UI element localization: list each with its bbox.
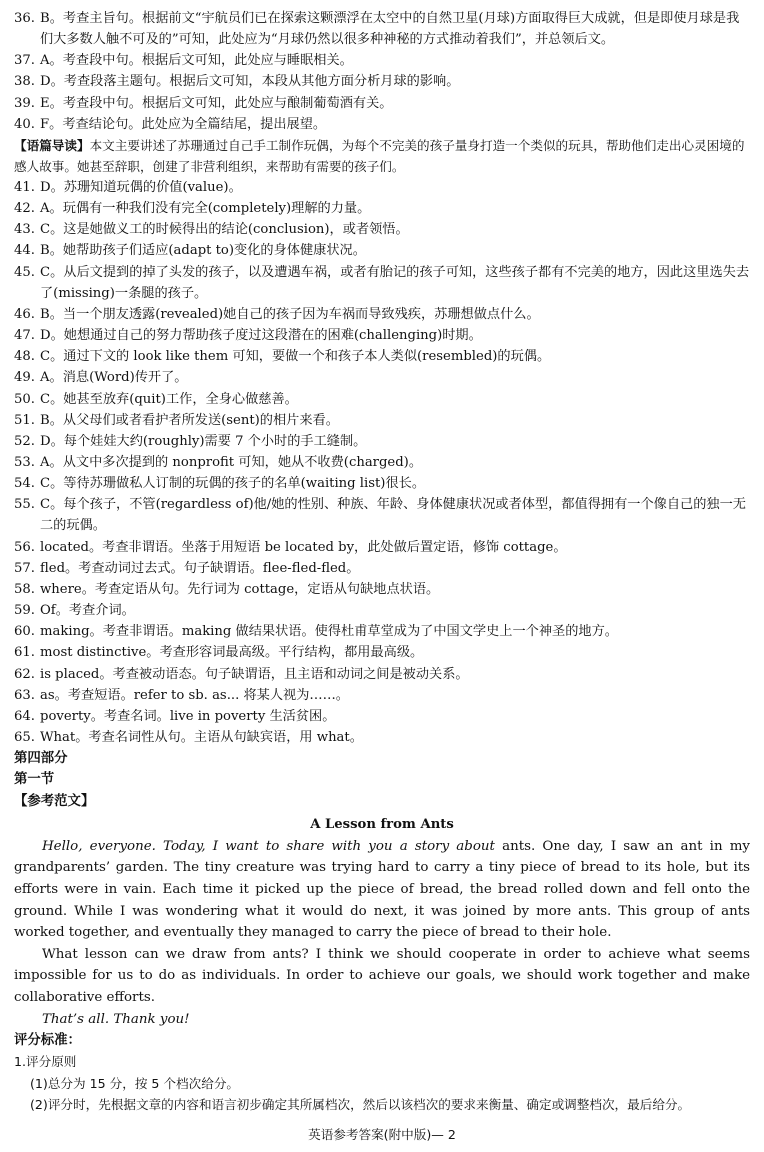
essay-title: A Lesson from Ants <box>310 816 454 832</box>
answer-item: 60. making。考查非谓语。making 做结果状语。使得杜甫草堂成为了中国文学史上一个神圣的地方。 <box>14 624 618 640</box>
answer-item: 51. B。从父母们或者看护者所发送(sent)的相片来看。 <box>14 412 339 428</box>
answer-item: 40. F。考查结论句。此处应为全篇结尾，提出展望。 <box>14 116 327 132</box>
answer-item: 48. C。通过下文的 look like them 可知，要做一个和孩子本人类似(resembled)的玩偶。 <box>14 349 551 365</box>
answer-item: 44. B。她帮助孩子们适应(adapt to)变化的身体健康状况。 <box>14 243 366 259</box>
answer-item: 63. as。考查短语。refer to sb. as... 将某人视为……。 <box>14 687 349 703</box>
sample-essay-label: 【参考范文】 <box>14 793 95 809</box>
criteria-rule: (1)总分为 15 分，按 5 个档次给分。 <box>30 1075 240 1091</box>
answer-item: 41. D。苏珊知道玩偶的价值(value)。 <box>14 179 242 195</box>
answer-list-b <box>14 177 750 748</box>
answer-list-a <box>14 8 750 135</box>
answer-item: 38. D。考查段落主题句。根据后文可知，本段从其他方面分析月球的影响。 <box>14 74 460 90</box>
answer-item: 42. A。玩偶有一种我们没有完全(completely)理解的力量。 <box>14 201 371 217</box>
answer-item: 57. fled。考查动词过去式。句子缺谓语。flee-fled-fled。 <box>14 560 360 576</box>
section-heading: 第一节 <box>14 772 55 788</box>
part-heading: 第四部分 <box>14 751 68 767</box>
guide-text: 本文主要讲述了苏珊通过自己手工制作玩偶，为每个不完美的孩子量身打造一个类似的玩具，帮助他们走出心灵困境的感人故事。她甚至辞职，创建了非营利组织，来帮助有需要的孩子们。 <box>14 137 745 174</box>
answer-item: 59. Of。考查介词。 <box>14 603 135 619</box>
answer-item: 64. poverty。考查名词。live in poverty 生活贫困。 <box>14 708 336 724</box>
answer-item: 62. is placed。考查被动语态。句子缺谓语，且主语和动词之间是被动关系。 <box>14 666 469 682</box>
sample-essay <box>14 814 750 1030</box>
essay-closing: That’s all. Thank you! <box>42 1011 190 1027</box>
answer-item: 54. C。等待苏珊做私人订制的玩偶的孩子的名单(waiting list)很长。 <box>14 476 426 492</box>
answer-item: 39. E。考查段中句。根据后文可知，此处应与酿制葡萄酒有关。 <box>14 95 393 111</box>
criteria-heading: 评分标准： <box>14 1033 81 1049</box>
answer-item: 58. where。考查定语从句。先行词为 cottage，定语从句缺地点状语。 <box>14 581 440 597</box>
answer-item: 65. What。考查名词性从句。主语从句缺宾语，用 what。 <box>14 730 363 745</box>
answer-item: 37. A。考查段中句。根据后文可知，此处应与睡眠相关。 <box>14 53 353 69</box>
answer-item: 56. located。考查非谓语。坐落于用短语 be located by，此处做后置定语，修饰 cottage。 <box>14 539 567 555</box>
passage-guide <box>14 135 750 177</box>
answer-item: 46. B。当一个朋友透露(revealed)她自己的孩子因为车祸而导致残疾，苏珊想做点什么。 <box>14 306 540 322</box>
answer-item: 45. C。从后文提到的掉了头发的孩子，以及遭遇车祸，或者有胎记的孩子可知，这些孩子都有不完美的地方，因此这里选失去了(missing)一条腿的孩子。 <box>14 264 750 301</box>
guide-tag: 【语篇导读】 <box>14 137 90 153</box>
criteria-principle: 1.评分原则 <box>14 1054 77 1070</box>
answer-item: 36. B。考查主旨句。根据前文“宇航员们已在探索这颗漂浮在太空中的自然卫星(月球)方面取得巨大成就，但是即使月球是我们大多数人触不可及的”可知，此处应为“月球仍然以很多种神秘的方式推动着我们”，并总领后文。 <box>14 11 740 48</box>
answer-item: 52. D。每个娃娃大约(roughly)需要 7 个小时的手工缝制。 <box>14 433 367 449</box>
answer-item: 49. A。消息(Word)传开了。 <box>14 370 188 386</box>
scoring-criteria <box>14 1030 750 1116</box>
answer-item: 47. D。她想通过自己的努力帮助孩子度过这段潜在的困难(challenging)时期。 <box>14 328 482 344</box>
answer-item: 50. C。她甚至放弃(quit)工作，全身心做慈善。 <box>14 391 298 407</box>
answer-item: 61. most distinctive。考查形容词最高级。平行结构，都用最高级。 <box>14 645 424 661</box>
answer-item: 53. A。从文中多次提到的 nonprofit 可知，她从不收费(charged)。 <box>14 454 423 470</box>
essay-paragraph: Hello, everyone. Today, I want to share with you a story about ants. One day, I saw an ant in my grandparents’ garden. The tiny creature was trying hard to carry a tiny piece of bread to its hole, but its efforts were in vain. Each time it picked up the piece of bread, the bread rolled down and fell onto the ground. While I was wondering what it would do next, it was joined by more ants. This group of ants worked together, and eventually they managed to carry the piece of bread to their hole. <box>14 838 751 941</box>
criteria-rule: (2)评分时，先根据文章的内容和语言初步确定其所属档次，然后以该档次的要求来衡量、确定或调整档次，最后给分。 <box>30 1097 691 1113</box>
answer-item: 43. C。这是她做义工的时候得出的结论(conclusion)，或者领悟。 <box>14 222 409 238</box>
answer-item: 55. C。每个孩子，不管(regardless of)他/她的性别、种族、年龄、身体健康状况或者体型，都值得拥有一个像自己的独一无二的玩偶。 <box>14 497 746 534</box>
page-footer: 英语参考答案(附中版)— 2 <box>308 1127 456 1142</box>
essay-paragraph: What lesson can we draw from ants? I think we should cooperate in order to achieve what seems impossible for us to do as individuals. In order to achieve our goals, we should work together and make collaborative efforts. <box>14 946 750 1005</box>
